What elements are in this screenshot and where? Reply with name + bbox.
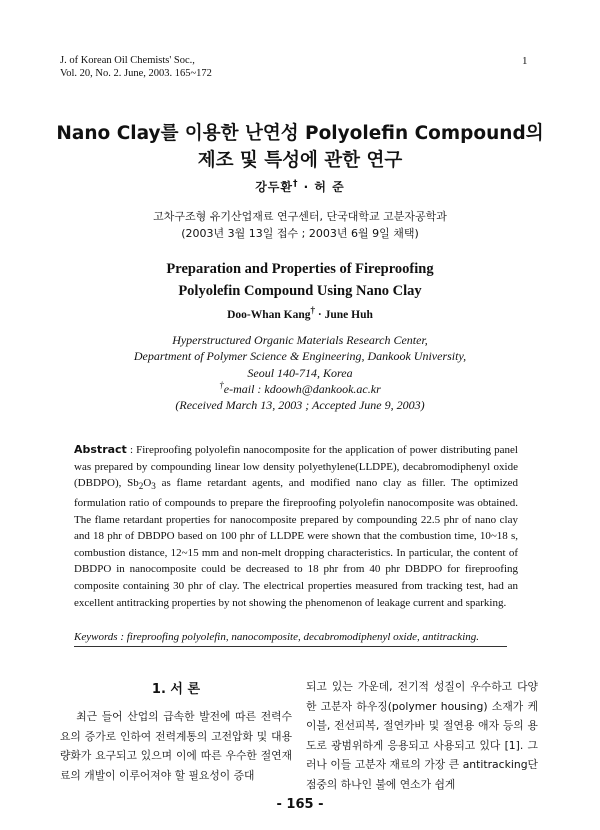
- formula-subscript: 3: [151, 481, 156, 492]
- keywords-divider: [74, 646, 507, 647]
- abstract-text-1: : Fireproofing polyolefin nanocomposite for the application of power distributing panel was prepared by compounding linear low density polyethylene(LLDPE), decabromodiphenyl oxide (DBDPO),: [74, 444, 518, 490]
- keywords: Keywords : fireproofing polyolefin, nanocomposite, decabromodiphenyl oxide, antitracking.: [74, 631, 479, 643]
- journal-citation: [60, 54, 212, 80]
- email-address: kdoowh@dankook.ac.kr: [264, 381, 381, 396]
- korean-title: [0, 120, 600, 174]
- english-dates: (Received March 13, 2003 ; Accepted June 9, 2003): [175, 398, 425, 413]
- formula-sb2o3: [127, 477, 156, 492]
- korean-affiliation: 고차구조형 유기산업재료 연구센터, 단국대학교 고분자공학과: [153, 210, 447, 223]
- abstract: [74, 442, 518, 611]
- intro-right-column: 되고 있는 가운데, 전기적 성질이 우수하고 다양한 고분자 하우징(polymer housing) 소재가 케이블, 전선피복, 절연카바 및 절연용 애자 등의 용도로 광범위하게 응용되고 사용되고 있다 [1]. 그러나 이들 고분자 재료의 가장 큰 antitracking단점중의 하나인 불에 연소가 쉽게: [306, 680, 538, 791]
- formula-subscript: 2: [138, 481, 144, 492]
- journal-line-2: Vol. 20, No. 2. June, 2003. 165~172: [60, 68, 212, 79]
- email-line: [0, 381, 600, 397]
- english-affiliation-block: [0, 332, 600, 413]
- author-separator: ·: [315, 309, 325, 321]
- intro-left-column: 최근 들어 산업의 급속한 발전에 따른 전력수요의 증가로 인하여 전력계통의 고전압화 및 대용량화가 요구되고 있으며 이에 따른 우수한 절연재료의 개발이 이루어져야 할 필요성이 증대: [60, 710, 292, 782]
- journal-line-1: J. of Korean Oil Chemists' Soc.,: [60, 55, 195, 66]
- korean-author-2: 허 준: [314, 180, 345, 194]
- korean-title-line-2: 제조 및 특성에 관한 연구: [197, 150, 403, 171]
- korean-title-line-1: Nano Clay를 이용한 난연성 Polyolefin Compound의: [56, 123, 544, 144]
- abstract-text-2: as flame retardant agents, and modified nano clay as filler. The optimized formulation ratio of compounds to prepare the fireproofing polyolefin nanocomposite was obtained. The flame retardant properties for nanocomposite prepared by compounding 22.5 phr of nano clay and 18 phr of DBDPO based on 100 phr of LLDPE were shown that the combustion time, 10~18 s, combustion distance, 12~15 mm and non-melt dropping characteristics. In particular, the content of DBDPO in nanocomposite could be decreased to 18 phr from 40 phr DBDPO for fireproofing composite containing 30 phr of clay. The electrical properties measured from tracking test, had an excellent antitracking properties by not showing the phenomenon of leakage current and sparking.: [74, 477, 518, 609]
- english-author-1: Doo-Whan Kang: [227, 309, 311, 321]
- section-heading: 1. 서 론: [151, 682, 201, 697]
- abstract-label: Abstract: [74, 443, 127, 456]
- english-author-2: June Huh: [324, 309, 373, 321]
- english-title: [0, 258, 600, 302]
- english-title-line-2: Polyolefin Compound Using Nano Clay: [178, 283, 422, 299]
- email-label: e-mail :: [223, 381, 265, 396]
- korean-author-1: 강두환: [255, 180, 293, 194]
- formula-part: O: [143, 477, 152, 490]
- english-authors: [0, 305, 600, 321]
- english-affiliation-line-2: Department of Polymer Science & Engineering, Dankook University,: [133, 349, 467, 364]
- dagger-mark: †: [219, 379, 224, 390]
- english-affiliation-line-1: Hyperstructured Organic Materials Research Center,: [172, 333, 428, 347]
- author-separator: ·: [298, 180, 315, 194]
- korean-authors: [0, 178, 600, 195]
- dagger-mark: †: [292, 179, 299, 189]
- page-number: 1: [522, 55, 528, 67]
- english-affiliation-line-3: Seoul 140-714, Korea: [247, 365, 353, 380]
- english-title-line-1: Preparation and Properties of Fireproofing: [166, 261, 434, 277]
- korean-dates: (2003년 3월 13일 접수 ; 2003년 6월 9일 채택): [181, 227, 419, 240]
- page-folio: - 165 -: [276, 797, 324, 812]
- formula-part: Sb: [127, 477, 139, 490]
- korean-affiliation-block: [0, 208, 600, 242]
- dagger-mark: †: [310, 305, 316, 316]
